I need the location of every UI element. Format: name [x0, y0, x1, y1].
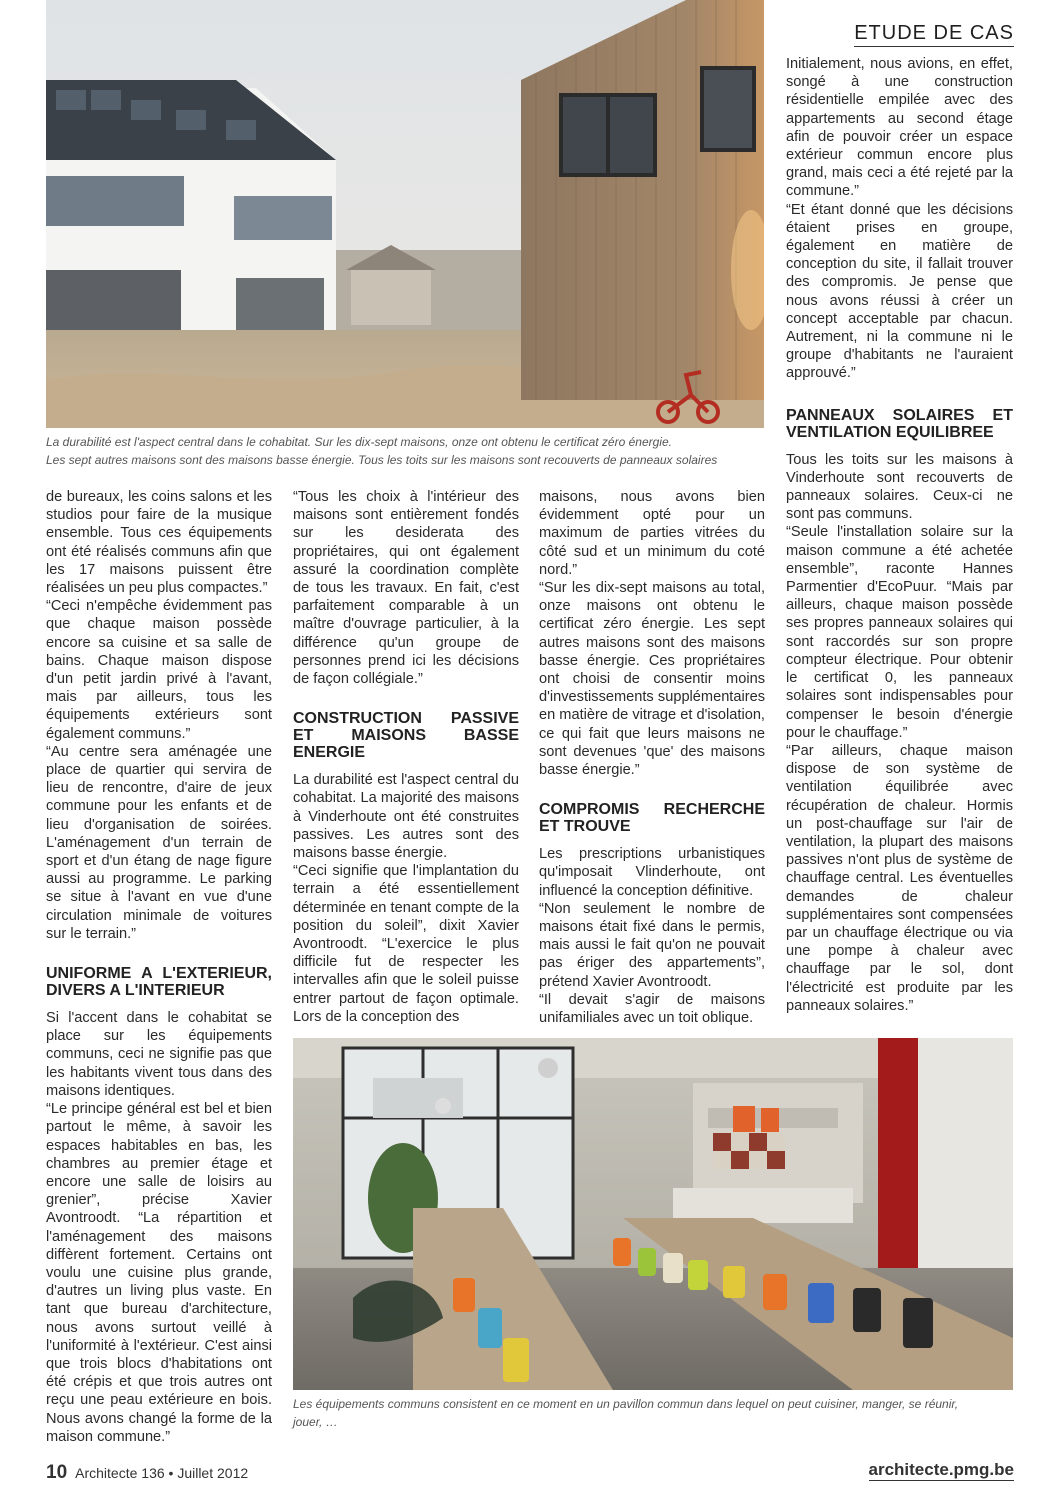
houses-photo-image — [46, 0, 764, 428]
paragraph: “Il devait s'agir de maisons unifamiliales avec un toit oblique. — [539, 991, 765, 1027]
column-1 — [46, 488, 272, 1446]
section-tag: ETUDE DE CAS — [854, 22, 1014, 47]
paragraph: La durabilité est l'aspect central du cohabitat. La majorité des maisons à Vinderhoute ont été construites passives. Les autres sont des maisons basse énergie. — [293, 772, 519, 862]
paragraph: “Ceci signifie que l'implantation du terrain a été essentiellement déterminée en tenant compte de la position du soleil”, dixit Xavier Avontroodt. “L'exercice le plus difficile fut de respecter les intervalles afin que le soleil puisse entrer partout de façon optimale. Lors de la conception des — [293, 863, 519, 1025]
heading-solar-panels: PANNEAUX SOLAIRES ET VENTILATION EQUILIBREE — [786, 406, 1013, 441]
paragraph: Initialement, nous avions, en effet, songé à une construction résidentielle empilée avec des appartements au second étage afin de pouvoir créer un espace extérieur commun encore plus grand, mais ceci a été rejeté par la commune.” — [786, 56, 1013, 200]
website-link[interactable]: architecte.pmg.be — [868, 1460, 1014, 1479]
photo2-caption-line-1: Les équipements communs consistent en ce moment en un pavillon commun dans lequel on peut cuisiner, manger, se réunir, — [293, 1397, 959, 1411]
pavilion-photo — [293, 1038, 1013, 1390]
paragraph: “Le principe général est bel et bien partout le même, à savoir les espaces habitables en bas, les chambres au premier étage et encore une salle de loisirs au grenier”, précise Xavier Avontroodt. “La répartition et l'aménagement des maisons diffèrent fortement. Certains ont voulu une cuisine plus grande, d'autres un living plus vaste. En tant que bureau d'architecture, nous avons surtout veillé à l'uniformité à l'extérieur. C'est ainsi que trois blocs d'habitations ont été crépis et que trois autres ont reçu une peau extérieure en bois. Nous avons changé la forme de la maison commune.” — [46, 1101, 272, 1445]
photo2-caption-line-2: jouer, … — [293, 1415, 338, 1429]
paragraph: “Seule l'installation solaire sur la maison commune a été achetée ensemble”, raconte Hannes Parmentier d'EcoPuur. “Mais par ailleurs, chaque maison possède ses propres panneaux solaires qui sont raccordés sur son propre compteur électrique. Pour obtenir le certificat 0, les panneaux solaires sont indispensables pour compenser le besoin d'énergie pour le chauffage.” — [786, 524, 1013, 741]
heading-uniform: UNIFORME A L'EXTERIEUR, DIVERS A L'INTERIEUR — [46, 965, 272, 1000]
column-2 — [293, 488, 519, 1026]
photo1-caption — [46, 433, 717, 469]
paragraph: “Ceci n'empêche évidemment pas que chaque maison possède encore sa cuisine et sa salle de bains. Chaque maison dispose d'un petit jardin privé à l'avant, mais par ailleurs, tous les équipements extérieurs sont également communs.” — [46, 598, 272, 742]
issue-label: Architecte 136 • Juillet 2012 — [75, 1465, 249, 1481]
photo2-caption — [293, 1395, 1013, 1431]
paragraph: “Par ailleurs, chaque maison dispose de son système de ventilation équilibrée avec récupération de chaleur. Hormis un post-chauffage sur l'air de ventilation, la plupart des maisons passives n'ont plus de système de chauffage central. Les éventuelles demandes de chaleur supplémentaires sont compensées par un chauffage électrique ou via une pompe à chaleur avec chauffage par le sol, dont l'électricité est produite par les panneaux solaires.” — [786, 742, 1013, 1014]
heading-passive-construction: CONSTRUCTION PASSIVE ET MAISONS BASSE ENERGIE — [293, 710, 519, 762]
paragraph: de bureaux, les coins salons et les studios pour faire de la musique ensemble. Tous ces équipements ont été réalisés communs afin que les 17 maisons puissent être réalisées un peu plus compactes.” — [46, 489, 272, 597]
paragraph: “Sur les dix-sept maisons au total, onze maisons ont obtenu le certificat zéro énergie. Les sept autres maisons sont des maisons basse énergie. Ces propriétaires ont choisi de consentir moins d'investissements supplémentaires en matière de vitrage et d'isolation, ce qui fait que leurs maisons ne sont devenues 'que' des maisons basse énergie.” — [539, 580, 765, 779]
column-3 — [539, 488, 765, 1027]
paragraph: “Au centre sera aménagée une place de quartier qui servira de lieu de rencontre, d'aire de jeux commune pour les enfants et de lieu d'organisation de soirées. L'aménagement d'un terrain de sport et d'un étang de nage figure aussi au programme. Le parking se situe à l'avant en vue d'une circulation minimale de voitures sur le terrain.” — [46, 743, 272, 942]
photo1-caption-line-2: Les sept autres maisons sont des maisons basse énergie. Tous les toits sur les maisons sont recouverts de panneaux solaires — [46, 453, 718, 467]
paragraph: “Tous les choix à l'intérieur des maisons sont entièrement fondés sur les desiderata des propriétaires, qui ont également assuré la coordination complète de tous les travaux. En fait, c'est parfaitement comparable à un maître d'ouvrage particulier, à la différence qu'un groupe de personnes prend ici les décisions de façon collégiale.” — [293, 489, 519, 688]
paragraph: Si l'accent dans le cohabitat se place sur les équipements communs, ceci ne signifie pas que les habitants vivent tous dans des maisons identiques. — [46, 1010, 272, 1099]
photo1-caption-line-1: La durabilité est l'aspect central dans le cohabitat. Sur les dix-sept maisons, onze ont obtenu le certificat zéro énergie. — [46, 435, 672, 449]
page-number: 10 — [46, 1462, 68, 1483]
heading-compromise: COMPROMIS RECHERCHE ET TROUVE — [539, 801, 765, 836]
column-right — [786, 55, 1013, 1015]
pavilion-photo-image — [293, 1038, 1013, 1390]
paragraph: Les prescriptions urbanistiques qu'imposait Vlinderhoute, ont influencé la conception définitive. — [539, 846, 765, 899]
paragraph: maisons, nous avons bien évidemment opté pour un maximum de parties vitrées du côté sud et un minimum du coté nord.” — [539, 489, 765, 578]
paragraph: Tous les toits sur les maisons à Vinderhoute sont recouverts de panneaux solaires. Ceux-ci ne sont pas communs. — [786, 451, 1013, 523]
paragraph: “Et étant donné que les décisions étaient prises en groupe, également en matière de conception du site, il fallait trouver des compromis. Je pense que nous avons réussi à créer un concept acceptable par chacun. Autrement, ni la commune ni le groupe d'habitants ne l'auraient approuvé.” — [786, 201, 1013, 382]
paragraph: “Non seulement le nombre de maisons était fixé dans le permis, mais aussi le fait qu'on ne pouvait pas ériger des appartements”, prétend Xavier Avontroodt. — [539, 900, 765, 990]
houses-photo — [46, 0, 764, 428]
footer-issue — [46, 1462, 248, 1484]
